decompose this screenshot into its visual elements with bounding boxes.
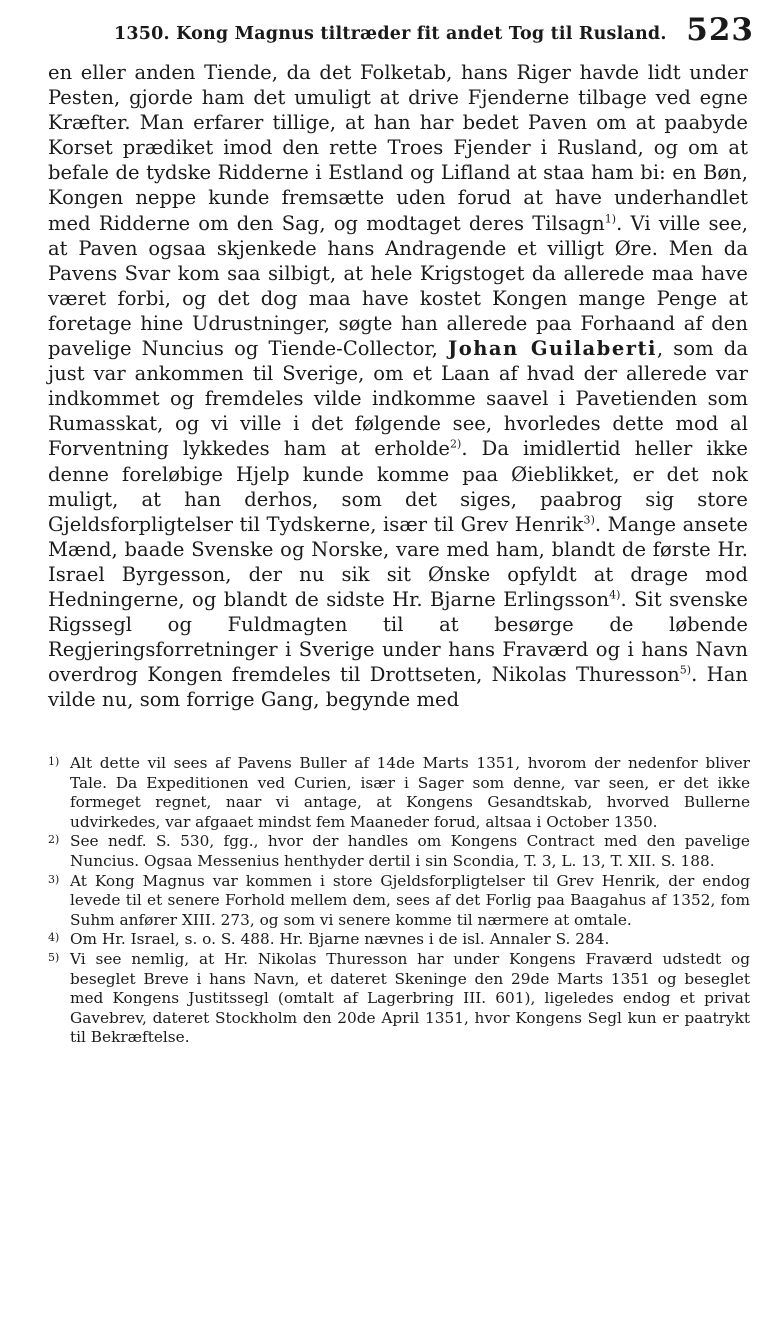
footnotes xyxy=(48,754,750,1048)
footnote-mark: 2) xyxy=(48,833,60,847)
footnote-text: Vi see nemlig, at Hr. Nikolas Thuresson har under Kongens Fraværd udstedt og beseglet Breve i hans Navn, et dateret Skeninge den 29de Marts 1351 og beseglet med Kongens Justitssegl (omtalt af Lagerbring III. 601), ligeledes endog et privat Gavebrev, dateret Stockholm den 20de April 1351, hvor Kongens Segl kun er paatrykt til Bekræftelse. xyxy=(70,949,750,1047)
footnote xyxy=(48,872,750,931)
footnote-ref-5: 5) xyxy=(679,663,692,677)
footnote-mark: 5) xyxy=(48,950,60,964)
body-paragraph xyxy=(48,60,748,712)
text-segment: . Da imidlertid heller ikke denne foreløbige Hjelp kunde komme paa Øieblikket, er det nok muligt, at han derhos, som det siges, paabrog sig store Gjeldsforpligtelser til Tydskerne, især til Grev Henrik xyxy=(48,437,748,536)
footnote-ref-2: 2) xyxy=(449,437,462,451)
person-name: Johan Guilaberti xyxy=(448,337,657,361)
footnote-text: Om Hr. Israel, s. o. S. 488. Hr. Bjarne nævnes i de isl. Annaler S. 284. xyxy=(70,930,610,949)
footnote-ref-3: 3) xyxy=(583,513,595,527)
footnote-mark: 4) xyxy=(48,931,60,945)
footnote-mark: 3) xyxy=(48,872,60,886)
text-segment: , som da just var ankommen til Sverige, om et Laan af hvad der allerede var indkommet og fremdeles vilde indkomme saavel i Pavetienden som Rumasskat, og vi ville i det følgende see, hvorledes dette mod al Forventning lykkedes ham at erholde xyxy=(48,337,749,461)
running-title: 1350. Kong Magnus tiltræder fit andet Tog til Rusland. xyxy=(114,24,667,44)
footnote-mark: 1) xyxy=(48,755,60,768)
text-segment: . Sit svenske Rigssegl og Fuldmagten til at besørge de løbende Regjeringsforretninger i Sverige under hans Fraværd og i hans Navn overdrog Kongen fremdeles til Drottseten, Nikolas Thuresson xyxy=(48,587,748,687)
page-header xyxy=(48,14,754,58)
text-segment: . Han vilde nu, som forrige Gang, begynde med xyxy=(48,663,749,712)
footnote-ref-4: 4) xyxy=(609,588,621,602)
text-segment: en eller anden Tiende, da det Folketab, hans Riger havde lidt under Pesten, gjorde ham det umuligt at drive Fjenderne tilbage ved egne Kræfter. Man erfarer tillige, at han har bedet Paven om at paabyde Korset prædiket imod den rette Troes Fjender i Rusland, og om at befale de tydske Ridderne i Estland og Lifland at staa ham bi: en Bøn, Kongen neppe kunde fremsætte uden forud at have underhandlet med Ridderne om den Sag, og modtaget deres Tilsagn xyxy=(48,61,748,235)
footnote-text: At Kong Magnus var kommen i store Gjeldsforpligtelser til Grev Henrik, der endog levede til et senere Forhold mellem dem, sees af det Forlig paa Baagahus af 1352, fom Suhm anfører XIII. 273, og som vi senere komme til nærmere at omtale. xyxy=(70,871,750,929)
footnote-ref-1: 1) xyxy=(604,212,617,226)
footnote-text: Alt dette vil sees af Pavens Buller af 14de Marts 1351, hvorom der nedenfor bliver Tale. Da Expeditionen ved Curien, især i Sager som denne, var seen, er det ikke formeget regnet, naar vi antage, at Kongens Gesandtskab, hvorved Bullerne udvirkedes, var afgaaet mindst fem Maaneder forud, altsaa i October 1350. xyxy=(70,754,750,831)
text-segment: . Mange ansete Mænd, baade Svenske og Norske, vare med ham, blandt de første Hr. Israel Byrgesson, der nu sik sit Ønske opfyldt at drage mod Hedningerne, og blandt de sidste Hr. Bjarne Erlingsson xyxy=(48,512,748,611)
page-number: 523 xyxy=(686,12,754,48)
text-segment: . Vi ville see, at Paven ogsaa skjenkede hans Andragende et villigt Øre. Men da Pavens Svar kom saa silbigt, at hele Krigstoget da allerede maa have været forbi, og det dog maa have kostet Kongen mange Penge at foretage hine Udrustninger, søgte han allerede paa Forhaand af den pavelige Nuncius og Tiende-Collector, xyxy=(48,211,748,361)
footnote-text: See nedf. S. 530, fgg., hvor der handles om Kongens Contract med den pavelige Nuncius. Ogsaa Messenius henthyder dertil i sin Scondia, T. 3, L. 13, T. XII. S. 188. xyxy=(70,832,750,870)
footnote xyxy=(48,930,750,950)
footnote xyxy=(48,832,750,871)
main-text xyxy=(48,60,748,712)
footnote xyxy=(48,754,750,832)
footnote xyxy=(48,950,750,1048)
